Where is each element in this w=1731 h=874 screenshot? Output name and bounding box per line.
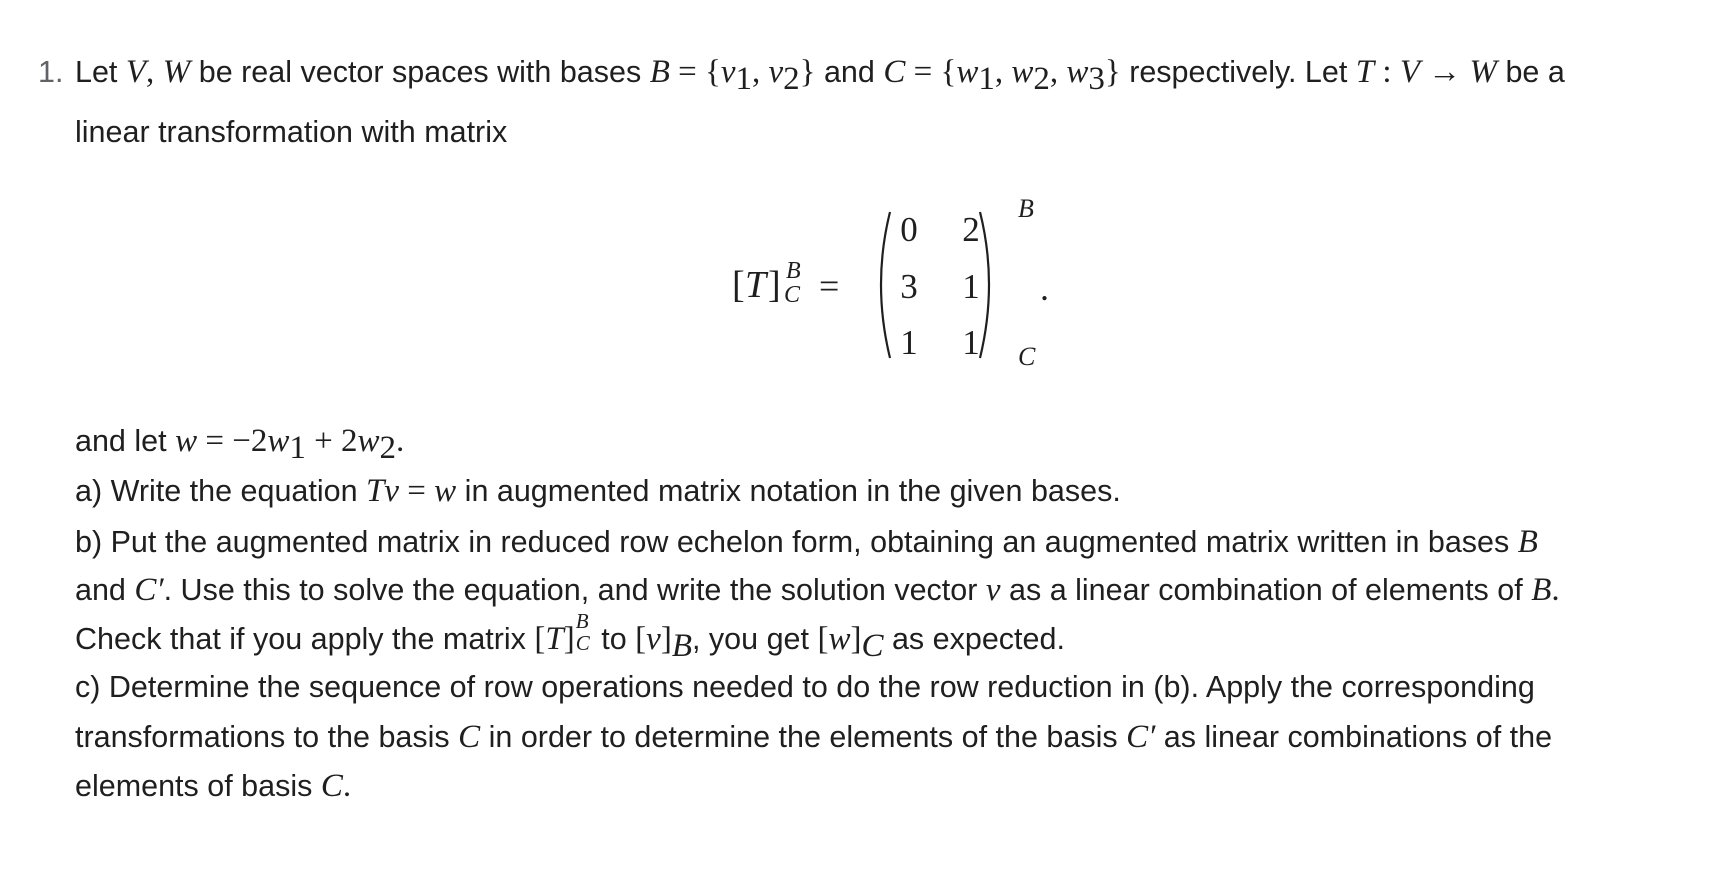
matrix-cell-r1c2: 2: [962, 210, 980, 249]
part-c-line-2: transformations to the basis C in order to determine the elements of the basis C′ as linear combinations of the: [75, 719, 1553, 755]
equals-sign: =: [819, 266, 840, 306]
problem-number: 1.: [38, 55, 64, 89]
matrix-cell-r3c1: 1: [900, 323, 918, 362]
part-b-line-3: Check that if you apply the matrix [T] B C to $[v]_B$, you get $[w]_C$ as expected.: [75, 609, 1065, 665]
part-a: a) Write the equation Tv = w in augmented matrix notation in the given bases.: [75, 473, 1121, 509]
definition-w: and let $w = -2w_1 + 2w_2$.: [75, 423, 405, 467]
part-c-line-3: elements of basis C.: [75, 768, 352, 804]
part-b-line-1: b) Put the augmented matrix in reduced row echelon form, obtaining an augmented matrix written in bases B: [75, 524, 1538, 560]
outer-superscript-b: B: [1018, 194, 1034, 223]
bracket-right: ]: [768, 264, 781, 306]
outer-subscript-c: C: [1018, 342, 1036, 371]
bracket-left: [: [732, 264, 745, 306]
part-b-line-2: and C′. Use this to solve the equation, and write the solution vector v as a linear combination of elements of B.: [75, 572, 1560, 608]
symbol-t: T: [745, 264, 767, 306]
matrix-cell-r1c1: 0: [900, 210, 918, 249]
matrix-cell-r2c2: 1: [962, 267, 980, 306]
intro-line-1: Let V, W be real vector spaces with bases $B = \{v_1$, $v_2$} and $C = \{w_1$, $w_2$, $w_3$} respectively. Let T : V → W be a: [75, 54, 1565, 98]
intro-line-2: linear transformation with matrix: [75, 115, 508, 149]
subscript-c: C: [784, 282, 801, 308]
matrix-cell-r2c1: 3: [900, 267, 918, 306]
superscript-b: B: [786, 258, 801, 284]
part-c-line-1: c) Determine the sequence of row operations needed to do the row reduction in (b). Apply the corresponding: [75, 670, 1535, 704]
equation-period: .: [1040, 268, 1049, 308]
matrix-cell-r3c2: 1: [962, 323, 980, 362]
